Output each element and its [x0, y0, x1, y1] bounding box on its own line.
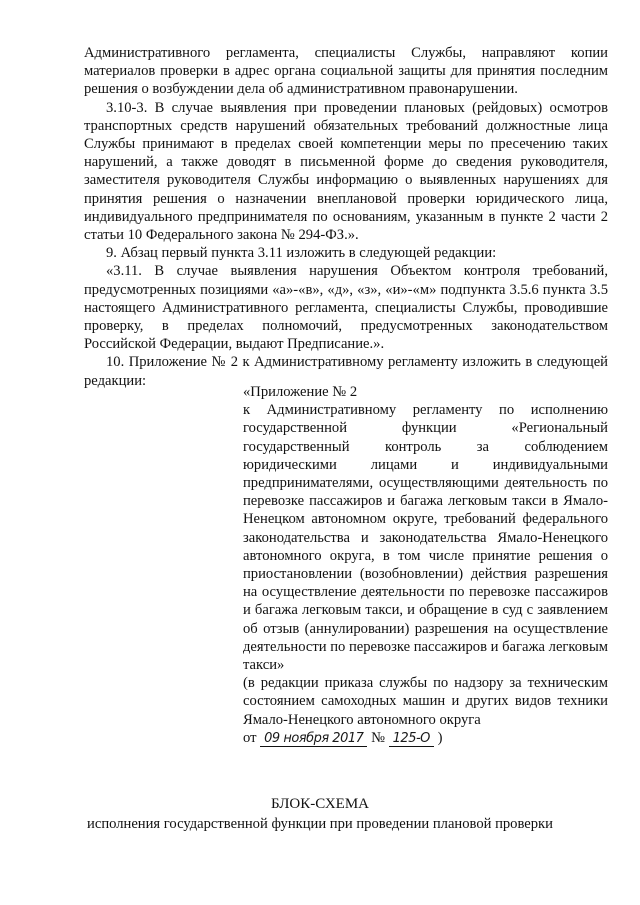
appendix-edition: (в редакции приказа службы по надзору за техническим состоянием самоходных машин и других видов техники Ямало-Ненецкого автономного округа [243, 675, 608, 728]
paragraph-item-10: 10. Приложение № 2 к Административному регламенту изложить в следующей редакции: [84, 354, 608, 389]
block-scheme-subtitle: исполнения государственной функции при проведении плановой проверки [87, 816, 553, 832]
paragraph-3-10-3: 3.10-3. В случае выявления при проведении плановых (рейдовых) осмотров транспортных средств нарушений обязательных требований должностные лица Службы принимают в пределах своей компетенции меры по пресечению таких нарушений, а также доводят в письменной форме до сведения руководителя, заместителя руководителя Службы информацию о выявленных нарушениях для принятия решения о назначении внеплановой проверки юридического лица, индивидуального предпринимателя по основаниям, указанным в пункте 2 части 2 статьи 10 Федерального закона № 294-ФЗ.». [84, 99, 608, 244]
paragraph-item-9: 9. Абзац первый пункта 3.11 изложить в следующей редакции: [106, 245, 497, 262]
block-scheme-title: БЛОК-СХЕМА [270, 796, 370, 812]
appendix-text: к Административному регламенту по исполнению государственной функции «Региональный государственный контроль за соблюдением юридическими лицами и индивидуальными предпринимателями, осуществляющими деятельность по перевозке пассажиров и багажа легковым такси в Ямало-Ненецком автономном округе, требований федерального законодательства и законодательства Ямало-Ненецкого автономного округа, в том числе принятие решения о приостановлении (возобновлении) действия разрешения на осуществление деятельности по перевозке пассажиров и багажа легковым такси, и обращение в суд с заявлением об отзыв (аннулировании) разрешения на осуществление деятельности по перевозке пассажиров и багажа легковым такси» [243, 402, 608, 674]
paragraph-3-11: «3.11. В случае выявления нарушения Объектом контроля требований, предусмотренных позициями «а»-«в», «д», «з», «и»-«м» подпункта 3.5.6 пункта 3.5 настоящего Административного регламента, специалисты Службы, проводившие проверку, в пределах полномочий, предусмотренных законодательством Российской Федерации, выдают Предписание.». [84, 263, 608, 353]
from-label: от [243, 729, 257, 746]
number-label: № [371, 729, 385, 746]
closing-paren: ) [437, 729, 443, 746]
handwritten-number: 125-О [389, 731, 434, 747]
handwritten-date: 09 ноября 2017 [260, 731, 367, 747]
paragraph-continuation: Административного регламента, специалисты Службы, направляют копии материалов проверки в адрес органа социальной защиты для принятия последним решения о возбуждении дела об административном правонарушении. [84, 45, 608, 98]
appendix-signature-line [243, 729, 608, 748]
body-text [84, 44, 608, 390]
appendix-title: «Приложение № 2 [243, 384, 358, 400]
appendix-header [243, 383, 608, 748]
